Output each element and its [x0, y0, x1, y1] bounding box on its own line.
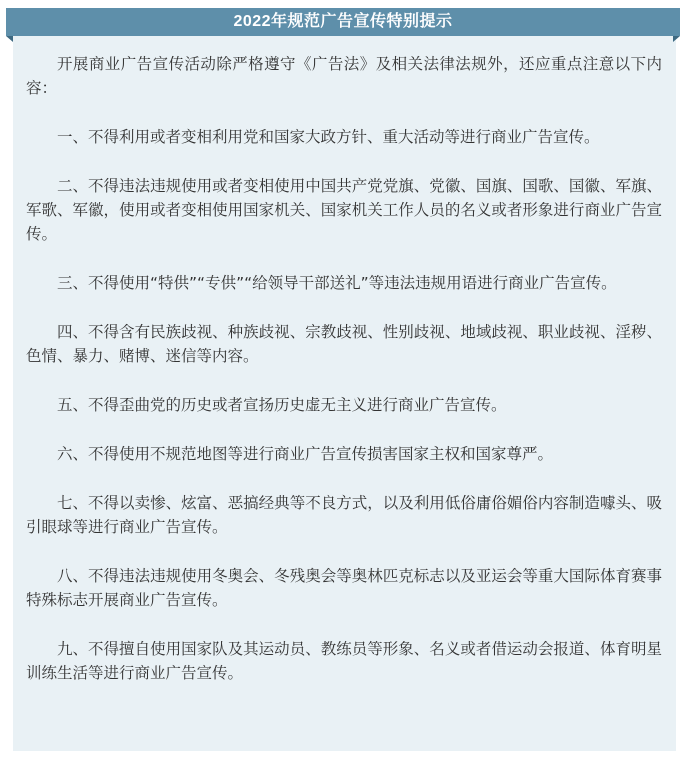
- notice-item-3: 三、不得使用“特供”“专供”“给领导干部送礼”等违法违规用语进行商业广告宣传。: [57, 274, 617, 292]
- intro-paragraph: 开展商业广告宣传活动除严格遵守《广告法》及相关法律法规外，还应重点注意以下内容：: [26, 55, 662, 97]
- page-title: 2022年规范广告宣传特别提示: [6, 8, 680, 36]
- banner-fold-right: [673, 36, 680, 42]
- notice-item-4: 四、不得含有民族歧视、种族歧视、宗教歧视、性别歧视、地域歧视、职业歧视、淫秽、色情、暴力、赌博、迷信等内容。: [26, 323, 662, 365]
- notice-item-1: 一、不得利用或者变相利用党和国家大政方针、重大活动等进行商业广告宣传。: [57, 128, 600, 146]
- notice-item-2: 二、不得违法违规使用或者变相使用中国共产党党旗、党徽、国旗、国歌、国徽、军旗、军歌、军徽，使用或者变相使用国家机关、国家机关工作人员的名义或者形象进行商业广告宣传。: [26, 177, 662, 243]
- notice-item-8: 八、不得违法违规使用冬奥会、冬残奥会等奥林匹克标志以及亚运会等重大国际体育赛事特殊标志开展商业广告宣传。: [26, 567, 662, 609]
- notice-item-6: 六、不得使用不规范地图等进行商业广告宣传损害国家主权和国家尊严。: [57, 445, 554, 463]
- notice-item-5: 五、不得歪曲党的历史或者宣扬历史虚无主义进行商业广告宣传。: [57, 396, 507, 414]
- banner-fold-left: [6, 36, 13, 42]
- notice-item-9: 九、不得擅自使用国家队及其运动员、教练员等形象、名义或者借运动会报道、体育明星训练生活等进行商业广告宣传。: [26, 640, 662, 682]
- notice-body: [26, 52, 662, 710]
- notice-item-7: 七、不得以卖惨、炫富、恶搞经典等不良方式，以及利用低俗庸俗媚俗内容制造噱头、吸引眼球等进行商业广告宣传。: [26, 494, 662, 536]
